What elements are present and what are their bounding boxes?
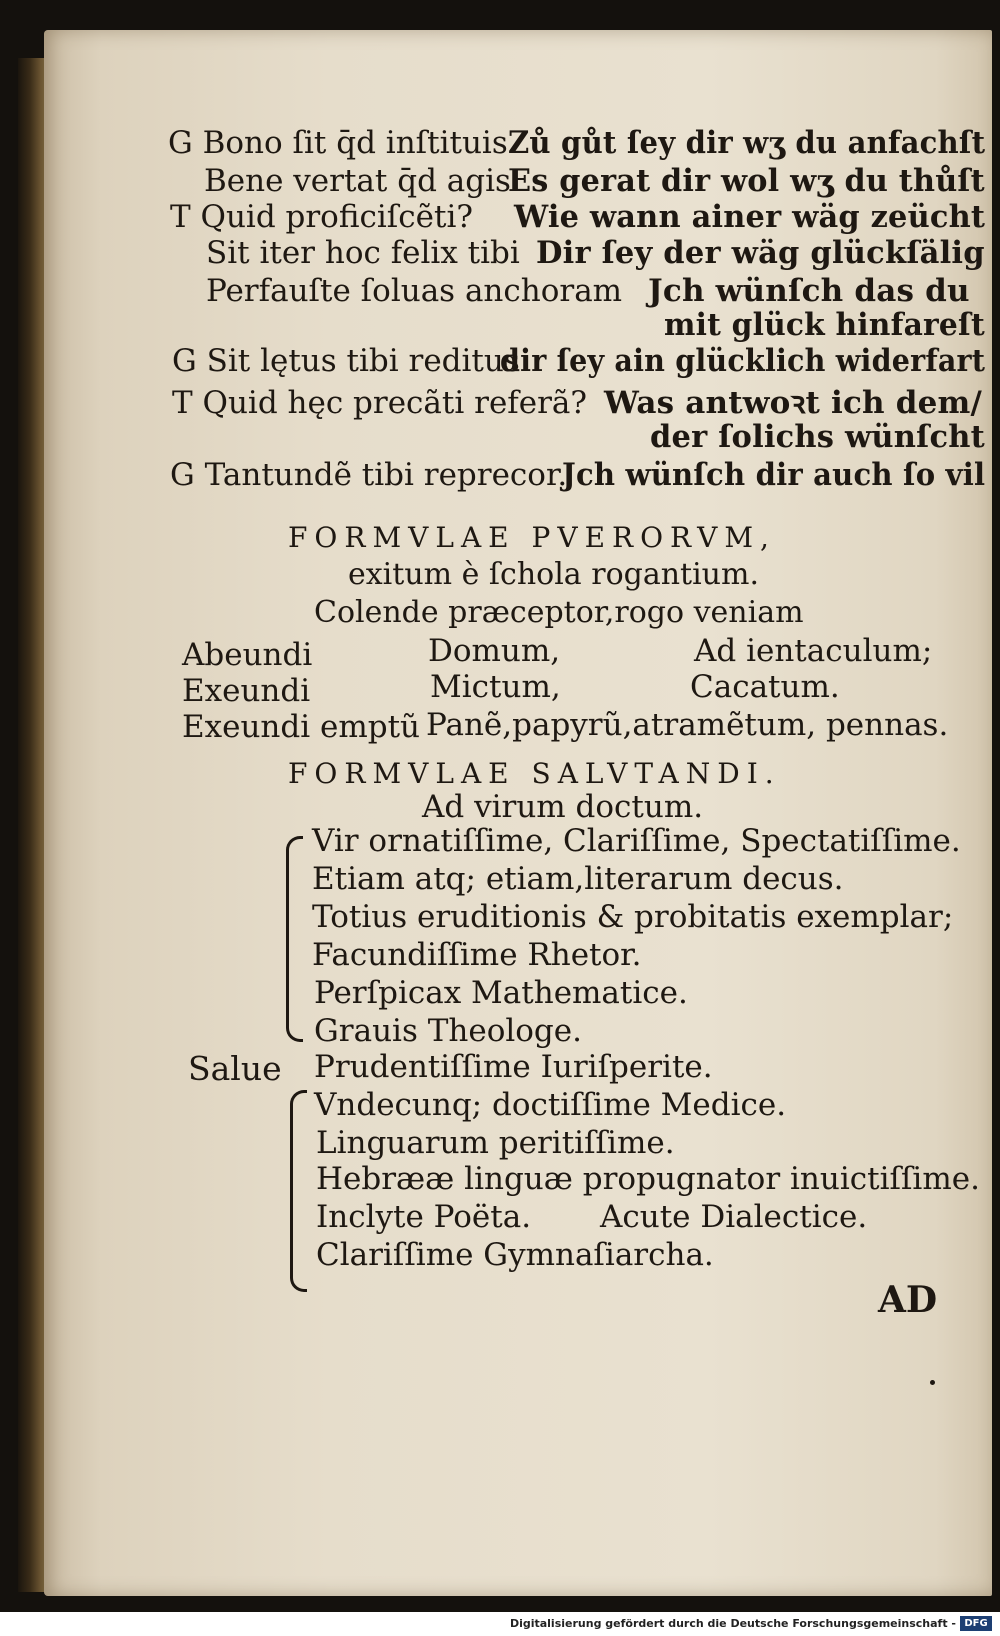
puerorum-row-1-col-b: Domum, [428, 633, 561, 669]
salutandi-line-9: Linguarum peritiſſime. [316, 1125, 675, 1161]
dialogue-line-7-german: Was antwoꝛt ich dem/ [604, 385, 983, 421]
salutandi-line-5: Perſpicax Mathematice. [314, 975, 688, 1011]
dialogue-line-3-german: Wie wann ainer wäg zeücht [514, 199, 986, 235]
formulae-puerorum-subheading: exitum è ſchola rogantium. [348, 557, 759, 592]
puerorum-row-1-col-a: Abeundi [182, 637, 313, 673]
salutandi-line-7: Prudentiſſime Iuriſperite. [314, 1049, 713, 1085]
dialogue-line-6-latin: G Sit lętus tibi reditus [172, 343, 520, 379]
salutandi-line-6: Grauis Theologe. [314, 1013, 582, 1049]
salutandi-line-11-second: Acute Dialectice. [600, 1199, 868, 1235]
salutandi-line-1: Vir ornatiſſime, Clariſſime, Spectatiſſime. [312, 823, 961, 859]
dialogue-line-5-latin: Perfauſte ſoluas anchoram [206, 273, 623, 309]
dialogue-line-4-german: Dir ſey der wäg glückſälig [536, 235, 985, 271]
puerorum-row-3-col-a: Exeundi emptũ [182, 709, 421, 745]
formulae-salutandi-heading: FORMVLAE SALVTANDI. [288, 757, 781, 790]
salutandi-line-10: Hebrææ linguæ propugnator inuictiſſime. [316, 1161, 980, 1197]
puerorum-row-2-col-a: Exeundi [182, 673, 311, 709]
salutandi-line-4: Facundiſſime Rhetor. [312, 937, 642, 973]
lower-brace [290, 1090, 307, 1292]
puerorum-row-1-col-c: Ad ientaculum; [694, 633, 933, 669]
puerorum-row-2-col-c: Cacatum. [690, 669, 840, 705]
dialogue-line-3-latin: T Quid proficiſcẽti? [170, 199, 473, 235]
salue-label: Salue [188, 1049, 282, 1088]
salutandi-line-12: Clariſſime Gymnaſiarcha. [316, 1237, 714, 1273]
dialogue-line-8-latin: G Tantundẽ tibi reprecor. [170, 457, 568, 493]
dfg-logo: DFG [960, 1616, 992, 1631]
dialogue-line-5-german: Jch wünſch das du [648, 273, 970, 309]
formulae-puerorum-heading: FORMVLAE PVERORVM, [288, 521, 776, 554]
dialogue-line-1-german: Zů gůt ſey dir wʒ du anfachſt [508, 125, 986, 161]
dialogue-line-7-latin: T Quid hęc precãti referã? [172, 385, 588, 421]
dialogue-line-8-german: Jch wünſch dir auch ſo vil [562, 457, 986, 493]
upper-brace [286, 836, 303, 1042]
salutandi-line-3: Totius eruditionis & probitatis exemplar; [312, 899, 954, 935]
dialogue-line-7-german-cont: der ſolichs wünſcht [650, 419, 985, 455]
catchword: AD [878, 1279, 938, 1321]
dialogue-line-4-latin: Sit iter hoc felix tibi [206, 235, 520, 271]
puerorum-row-2-col-b: Mictum, [430, 669, 561, 705]
formulae-salutandi-subheading: Ad virum doctum. [422, 789, 704, 825]
salutandi-line-2: Etiam atq; etiam,literarum decus. [312, 861, 844, 897]
dialogue-line-2-latin: Bene vertat q̄d agis [204, 163, 511, 199]
formulae-puerorum-intro: Colende præceptor,rogo veniam [314, 595, 804, 630]
dialogue-line-2-german: Es gerat dir wol wʒ du thůſt [508, 163, 985, 199]
puerorum-row-3-col-b: Panẽ,papyrũ,atramẽtum, pennas. [426, 707, 949, 743]
footer-credit-text: Digitalisierung gefördert durch die Deutsche Forschungsgemeinschaft - [509, 1617, 956, 1630]
digitization-footer [0, 1612, 1000, 1636]
dialogue-line-6-german: dir ſey ain glücklich widerfart [500, 343, 986, 379]
salutandi-line-11: Inclyte Poëta. [316, 1199, 532, 1235]
ink-dot [930, 1380, 935, 1385]
dialogue-line-5-german-cont: mit glück hinfareſt [664, 307, 985, 343]
dialogue-line-1-latin: G Bono ſit q̄d inſtituis [168, 125, 508, 161]
salutandi-line-8: Vndecunq; doctiſſime Medice. [314, 1087, 787, 1123]
